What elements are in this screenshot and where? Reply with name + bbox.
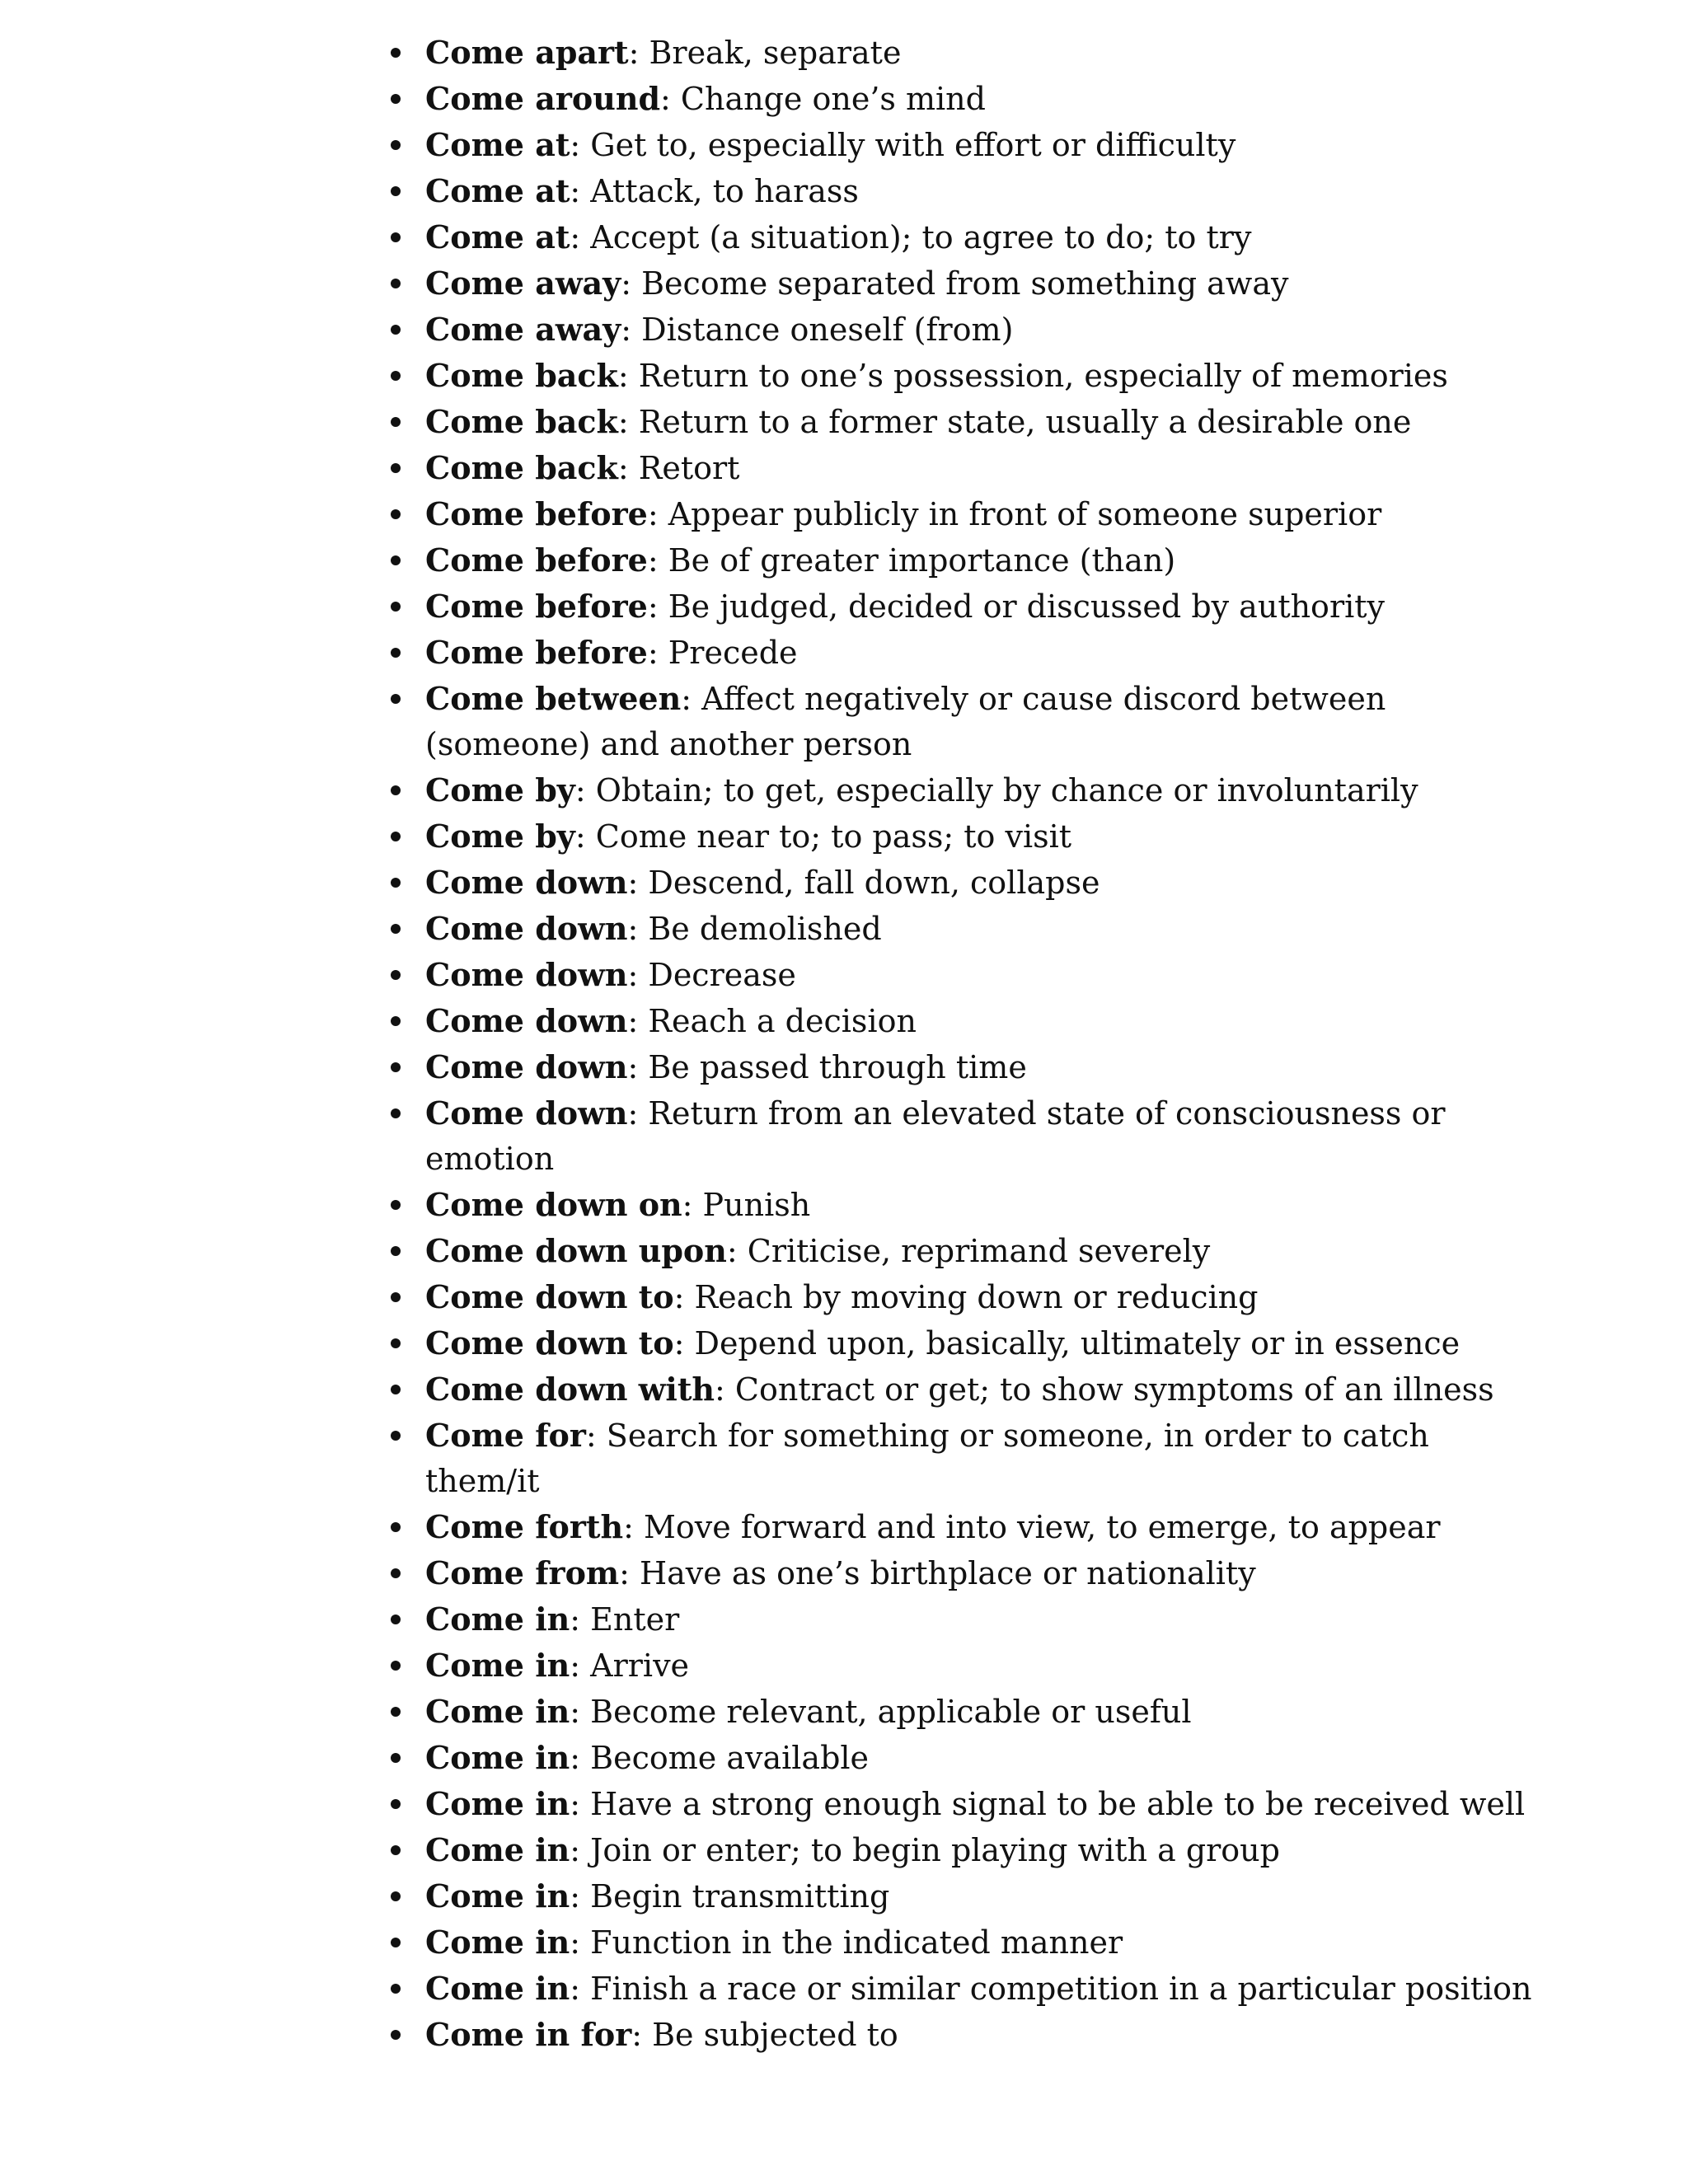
entry-definition: : Descend, fall down, collapse — [627, 865, 1100, 901]
entry-term: Come before — [425, 634, 648, 671]
list-item — [384, 1735, 1538, 1781]
bullet-icon — [391, 1615, 401, 1624]
list-item — [384, 353, 1538, 399]
list-item — [384, 168, 1538, 214]
bullet-icon — [391, 1661, 401, 1671]
entry-definition: : Return from an elevated state of consciousness or emotion — [425, 1095, 1446, 1177]
bullet-icon — [391, 1891, 401, 1901]
entry-definition: : Be of greater importance (than) — [647, 542, 1176, 579]
list-item — [384, 1504, 1538, 1550]
entry-definition: : Be subjected to — [631, 2017, 898, 2053]
bullet-icon — [391, 1845, 401, 1855]
bullet-icon — [391, 325, 401, 335]
entry-term: Come down — [425, 1002, 628, 1039]
entry-term: Come in — [425, 1877, 570, 1915]
entry-definition: : Get to, especially with effort or difficulty — [570, 127, 1236, 163]
list-item — [384, 767, 1538, 813]
entry-definition: : Affect negatively or cause discord between (someone) and another person — [425, 681, 1386, 762]
entry-term: Come back — [425, 449, 618, 486]
list-item — [384, 30, 1538, 76]
entry-definition: : Criticise, reprimand severely — [726, 1233, 1211, 1269]
list-item — [384, 1228, 1538, 1274]
entry-term: Come in — [425, 1924, 570, 1961]
bullet-icon — [391, 509, 401, 519]
bullet-icon — [391, 1246, 401, 1256]
bullet-icon — [391, 648, 401, 658]
entry-definition: : Change one’s mind — [660, 81, 986, 117]
entry-term: Come at — [425, 218, 570, 255]
entry-definition: : Appear publicly in front of someone superior — [647, 496, 1382, 532]
bullet-icon — [391, 1938, 401, 1947]
entry-term: Come before — [425, 541, 648, 579]
entry-term: Come forth — [425, 1508, 624, 1545]
entry-term: Come away — [425, 265, 621, 302]
list-item — [384, 1182, 1538, 1228]
bullet-icon — [391, 279, 401, 288]
entry-term: Come at — [425, 172, 570, 209]
list-item — [384, 583, 1538, 630]
entry-definition: : Enter — [570, 1601, 680, 1638]
list-item — [384, 1320, 1538, 1366]
entry-definition: : Be judged, decided or discussed by authority — [647, 588, 1385, 625]
entry-definition: : Come near to; to pass; to visit — [574, 818, 1072, 855]
entry-definition: : Have a strong enough signal to be able to be received well — [570, 1786, 1526, 1822]
list-item — [384, 676, 1538, 767]
entry-definition: : Contract or get; to show symptoms of an illness — [715, 1371, 1494, 1408]
bullet-icon — [391, 785, 401, 795]
entry-definition: : Return to one’s possession, especially of memories — [617, 358, 1448, 394]
bullet-icon — [391, 1292, 401, 1302]
bullet-icon — [391, 186, 401, 196]
bullet-icon — [391, 463, 401, 473]
list-item — [384, 952, 1538, 998]
bullet-icon — [391, 1522, 401, 1532]
entry-term: Come before — [425, 588, 648, 625]
list-item — [384, 214, 1538, 260]
entry-definition: : Become separated from something away — [621, 265, 1289, 302]
list-item — [384, 122, 1538, 168]
entry-definition: : Arrive — [570, 1647, 690, 1684]
bullet-icon — [391, 48, 401, 58]
bullet-icon — [391, 1200, 401, 1210]
list-item — [384, 399, 1538, 445]
entry-term: Come down — [425, 1048, 628, 1085]
entry-term: Come back — [425, 403, 618, 440]
list-item — [384, 1274, 1538, 1320]
entry-term: Come in — [425, 1785, 570, 1822]
bullet-icon — [391, 878, 401, 888]
entry-term: Come down on — [425, 1186, 682, 1223]
entry-definition: : Become relevant, applicable or useful — [570, 1694, 1192, 1730]
list-item — [384, 998, 1538, 1044]
list-item — [384, 906, 1538, 952]
entry-term: Come in — [425, 1647, 570, 1684]
entry-term: Come down upon — [425, 1232, 727, 1269]
entry-term: Come down — [425, 864, 628, 901]
bullet-icon — [391, 2030, 401, 2040]
entry-term: Come down to — [425, 1278, 674, 1315]
bullet-icon — [391, 1984, 401, 1994]
list-item — [384, 260, 1538, 307]
entry-definition: : Become available — [570, 1740, 870, 1776]
list-item — [384, 307, 1538, 353]
entry-definition: : Be demolished — [627, 911, 882, 947]
list-item — [384, 813, 1538, 860]
entry-definition: : Accept (a situation); to agree to do; to try — [570, 219, 1252, 255]
entry-definition: : Attack, to harass — [570, 173, 859, 209]
list-item — [384, 537, 1538, 583]
entry-term: Come in — [425, 1970, 570, 2007]
entry-term: Come around — [425, 80, 661, 117]
bullet-icon — [391, 694, 401, 704]
entry-term: Come at — [425, 126, 570, 163]
list-item — [384, 1689, 1538, 1735]
entry-definition: : Reach by moving down or reducing — [673, 1279, 1259, 1315]
bullet-icon — [391, 1062, 401, 1072]
list-item — [384, 491, 1538, 537]
entry-term: Come by — [425, 771, 575, 808]
list-item — [384, 76, 1538, 122]
entry-definition: : Finish a race or similar competition in a particular position — [570, 1971, 1532, 2007]
list-item — [384, 1643, 1538, 1689]
list-item — [384, 1366, 1538, 1413]
entry-term: Come down with — [425, 1371, 715, 1408]
entry-definition: : Decrease — [627, 957, 796, 993]
bullet-icon — [391, 371, 401, 381]
list-item — [384, 860, 1538, 906]
list-item — [384, 1550, 1538, 1596]
entry-definition: : Precede — [647, 635, 798, 671]
entry-definition: : Begin transmitting — [570, 1878, 890, 1915]
list-item — [384, 1413, 1538, 1504]
list-item — [384, 1827, 1538, 1873]
list-item — [384, 1596, 1538, 1643]
bullet-icon — [391, 1753, 401, 1763]
entry-term: Come between — [425, 680, 682, 717]
bullet-icon — [391, 832, 401, 841]
entry-term: Come for — [425, 1417, 586, 1454]
list-item — [384, 1966, 1538, 2012]
entry-term: Come back — [425, 357, 618, 394]
list-item — [384, 1781, 1538, 1827]
list-item — [384, 2012, 1538, 2058]
entry-term: Come from — [425, 1554, 620, 1591]
entry-definition: : Retort — [617, 450, 740, 486]
entry-definition: : Search for something or someone, in order to catch them/it — [425, 1418, 1429, 1499]
list-item — [384, 1873, 1538, 1919]
entry-definition: : Have as one’s birthplace or nationality — [619, 1555, 1256, 1591]
entry-definition: : Obtain; to get, especially by chance or involuntarily — [574, 772, 1418, 808]
bullet-icon — [391, 1568, 401, 1578]
entry-definition: : Distance oneself (from) — [621, 312, 1014, 348]
entry-term: Come in for — [425, 2016, 632, 2053]
bullet-icon — [391, 924, 401, 934]
bullet-icon — [391, 1385, 401, 1394]
entry-term: Come in — [425, 1601, 570, 1638]
bullet-icon — [391, 1799, 401, 1809]
entry-definition: : Function in the indicated manner — [570, 1924, 1123, 1961]
entry-term: Come in — [425, 1739, 570, 1776]
entry-definition: : Reach a decision — [627, 1003, 917, 1039]
bullet-icon — [391, 232, 401, 242]
entry-term: Come away — [425, 311, 621, 348]
entry-definition: : Break, separate — [628, 35, 902, 71]
bullet-icon — [391, 94, 401, 104]
entry-definition: : Depend upon, basically, ultimately or in essence — [673, 1325, 1461, 1361]
bullet-icon — [391, 602, 401, 612]
entry-term: Come before — [425, 495, 648, 532]
bullet-icon — [391, 1338, 401, 1348]
list-item — [384, 1090, 1538, 1182]
list-item — [384, 630, 1538, 676]
entry-term: Come down — [425, 1094, 628, 1132]
entry-term: Come down — [425, 956, 628, 993]
entry-term: Come down to — [425, 1324, 674, 1361]
bullet-icon — [391, 970, 401, 980]
entry-definition: : Punish — [682, 1187, 811, 1223]
bullet-icon — [391, 1108, 401, 1118]
entry-term: Come by — [425, 818, 575, 855]
bullet-icon — [391, 140, 401, 150]
bullet-icon — [391, 555, 401, 565]
entry-term: Come down — [425, 910, 628, 947]
entry-definition: : Move forward and into view, to emerge, to appear — [623, 1509, 1441, 1545]
bullet-icon — [391, 1016, 401, 1026]
entry-definition: : Be passed through time — [627, 1049, 1027, 1085]
list-item — [384, 1044, 1538, 1090]
definition-list — [384, 30, 1538, 2058]
entry-definition: : Join or enter; to begin playing with a group — [570, 1832, 1280, 1868]
list-item — [384, 1919, 1538, 1966]
list-item — [384, 445, 1538, 491]
entry-term: Come in — [425, 1831, 570, 1868]
bullet-icon — [391, 1431, 401, 1441]
entry-term: Come in — [425, 1693, 570, 1730]
entry-definition: : Return to a former state, usually a desirable one — [617, 404, 1412, 440]
entry-term: Come apart — [425, 34, 629, 71]
bullet-icon — [391, 417, 401, 427]
bullet-icon — [391, 1707, 401, 1717]
